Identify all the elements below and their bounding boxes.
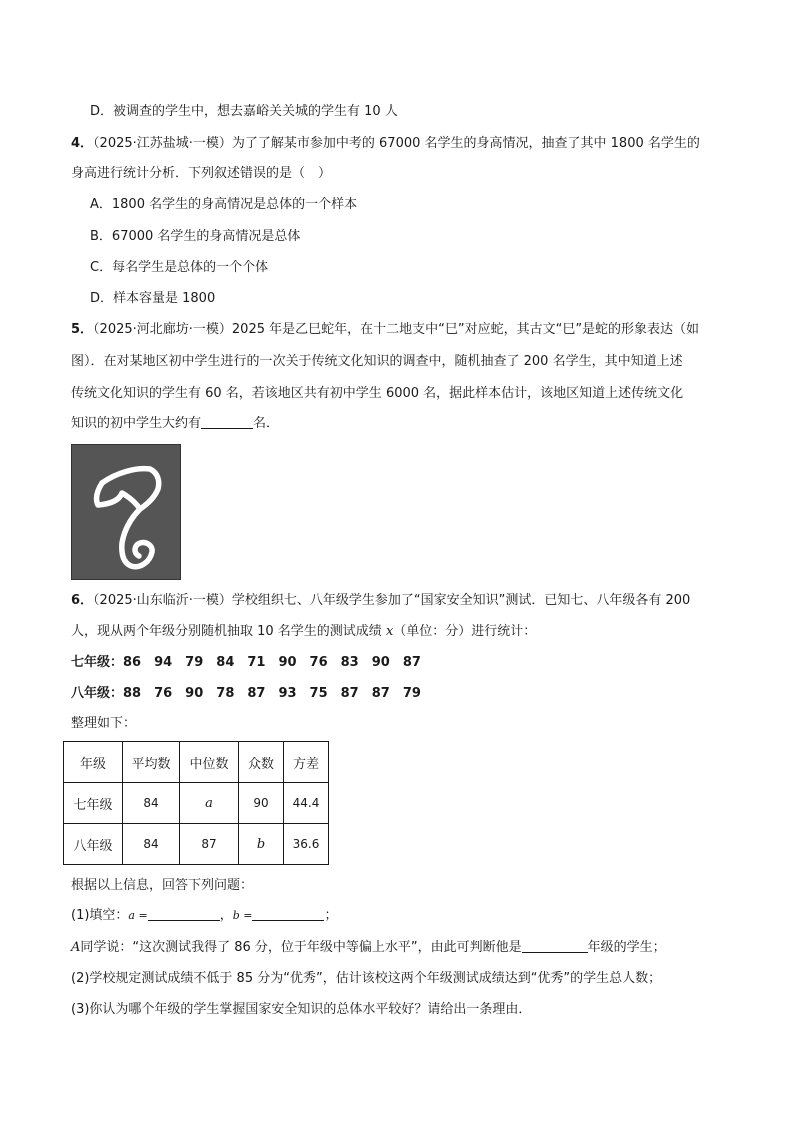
q4-option-a: A．1800 名学生的身高情况是总体的一个样本	[90, 197, 358, 212]
table-cell: 36.6	[284, 824, 329, 865]
table-header-cell: 众数	[239, 742, 284, 783]
table-cell: 84	[123, 824, 180, 865]
table-cell: 七年级	[64, 783, 123, 824]
q4-source: （2025·江苏盐城·一模）	[93, 136, 232, 151]
q6-stem-2-after: （单位：分）进行统计：	[393, 624, 537, 639]
q5-line1	[71, 320, 699, 340]
grade8-scores: 八年级：88 76 90 78 87 93 75 87 87 79	[71, 686, 421, 701]
snake-glyph-figure	[71, 444, 181, 580]
q5-source: （2025·河北廊坊·一模）	[93, 322, 232, 337]
q6-source: （2025·山东临沂·一模）	[93, 593, 232, 608]
table-cell: b	[239, 824, 284, 865]
q6-claim	[71, 938, 666, 958]
part1-label: (1)填空：	[71, 908, 129, 923]
q6-stem-2	[71, 622, 536, 642]
table-cell: 90	[239, 783, 284, 824]
q3-option-d: D．被调查的学生中，想去嘉峪关关城的学生有 10 人	[90, 104, 398, 119]
q5-stem-3: 传统文化知识的学生有 60 名，若该地区共有初中学生 6000 名，据此样本估计，该地区知道上述传统文化	[71, 386, 684, 401]
table-header-row	[64, 742, 329, 783]
q4-stem-2: 身高进行统计分析．下列叙述错误的是（ ）	[71, 166, 332, 181]
claim-name: A	[71, 940, 81, 955]
q6-stem-1: 学校组织七、八年级学生参加了“国家安全知识”测试．已知七、八年级各有 200	[231, 593, 691, 608]
q4-option-c: C．每名学生是总体的一个个体	[90, 260, 269, 275]
q4-stem-1: 为了了解某市参加中考的 67000 名学生的身高情况，抽查了其中 1800 名学生的	[231, 136, 700, 151]
organize-label: 整理如下：	[71, 716, 137, 731]
q5-stem-1: 2025 年是乙巳蛇年，在十二地支中“巳”对应蛇，其古文“巳”是蛇的形象表达（如	[231, 322, 700, 337]
part1-a-label: a =	[128, 909, 148, 922]
table-header-cell: 平均数	[123, 742, 180, 783]
q6-part2: (2)学校规定测试成绩不低于 85 分为“优秀”，估计该校这两个年级测试成绩达到“优秀”的学生总人数；	[71, 971, 662, 986]
part1-end: ；	[324, 908, 338, 923]
table-cell: 87	[180, 824, 239, 865]
part1-b-blank[interactable]	[252, 906, 324, 921]
table-header-cell: 年级	[64, 742, 123, 783]
snake-glyph-image	[72, 445, 180, 579]
stats-table	[63, 741, 329, 865]
q6-variable-x: x	[385, 624, 394, 639]
claim-text: 同学说：“这次测试我得了 86 分，位于年级中等偏上水平”，由此可判断他是	[80, 940, 522, 955]
q5-number: 5．	[71, 322, 94, 337]
table-cell: a	[180, 783, 239, 824]
table-row	[64, 824, 329, 865]
q4-line1	[71, 134, 700, 154]
q4-option-d: D．样本容量是 1800	[90, 291, 216, 306]
q5-stem-4-after: 名．	[253, 416, 280, 431]
table-cell: 八年级	[64, 824, 123, 865]
q6-part1	[71, 906, 338, 926]
table-header-cell: 中位数	[180, 742, 239, 783]
q5-answer-blank[interactable]	[201, 414, 253, 429]
table-cell: 44.4	[284, 783, 329, 824]
table-cell: 84	[123, 783, 180, 824]
part1-sep: ，	[219, 908, 233, 923]
q5-stem-2: 图）．在对某地区初中学生进行的一次关于传统文化知识的调查中，随机抽查了 200 名学生，其中知道上述	[71, 354, 683, 369]
q6-stem-2-before: 人，现从两个年级分别随机抽取 10 名学生的测试成绩	[71, 624, 386, 639]
table-row	[64, 783, 329, 824]
q6-prompt: 根据以上信息，回答下列问题：	[71, 878, 254, 893]
q5-stem-4	[71, 414, 279, 434]
part1-a-blank[interactable]	[148, 906, 220, 921]
q5-stem-4-before: 知识的初中学生大约有	[71, 416, 202, 431]
q6-line1	[71, 591, 690, 611]
part1-b-label: b =	[232, 909, 253, 922]
grade7-scores: 七年级：86 94 79 84 71 90 76 83 90 87	[71, 655, 421, 670]
q4-option-b: B．67000 名学生的身高情况是总体	[90, 229, 301, 244]
claim-end: 年级的学生；	[587, 940, 666, 955]
q6-number: 6．	[71, 593, 94, 608]
table-header-cell: 方差	[284, 742, 329, 783]
q4-number: 4．	[71, 136, 94, 151]
claim-blank[interactable]	[522, 938, 588, 953]
q6-part3: (3)你认为哪个年级的学生掌握国家安全知识的总体水平较好？请给出一条理由．	[71, 1002, 532, 1017]
